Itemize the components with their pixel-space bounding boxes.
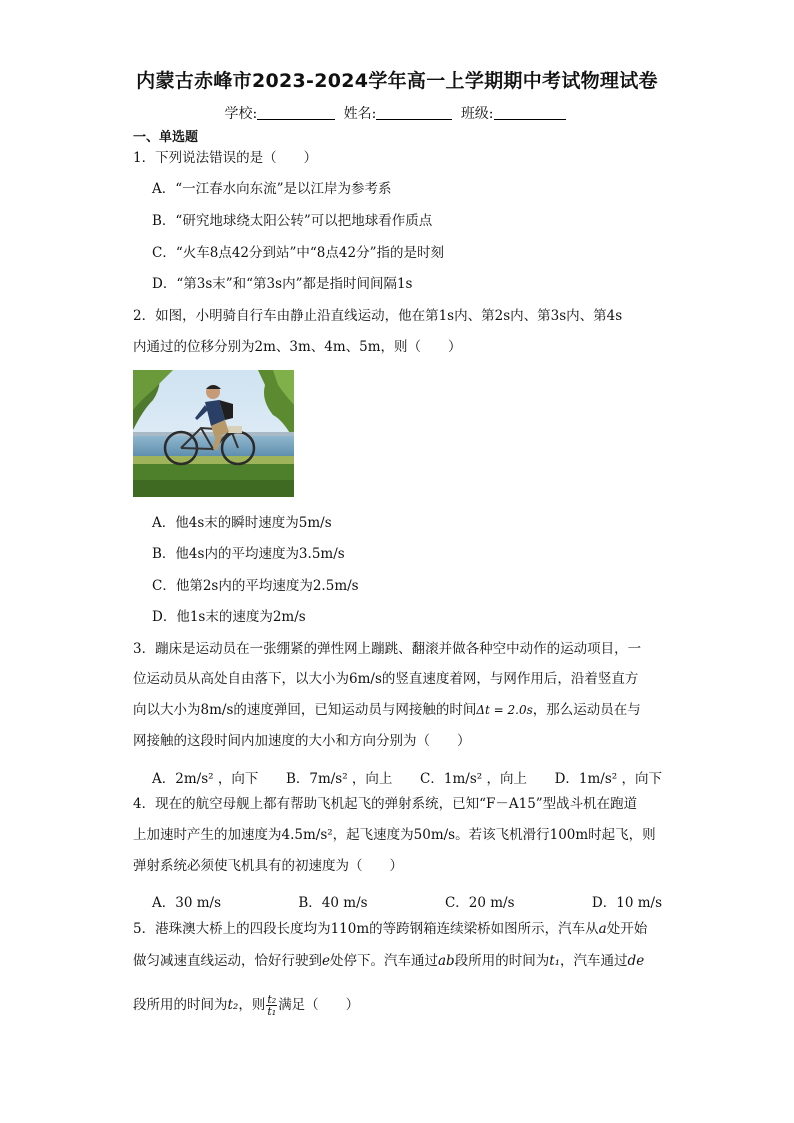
question-3-option-d: D．1m/s² ，向下	[554, 771, 662, 787]
question-1-option-b: B．“研究地球绕太阳公转”可以把地球看作质点	[152, 213, 433, 229]
delta-t-formula: Δt = 2.0s	[476, 703, 533, 717]
question-3-option-a: A．2m/s² ，向下	[152, 771, 259, 787]
name-field[interactable]	[376, 105, 452, 120]
question-3-stem-line4: 网接触的这段时间内加速度的大小和方向分别为（ ）	[133, 733, 471, 749]
question-4-stem-line1: 4．现在的航空母舰上都有帮助飞机起飞的弹射系统，已知“F－A15”型战斗机在跑道	[133, 796, 638, 812]
question-3-option-b: B．7m/s² ，向上	[285, 771, 393, 787]
question-4-option-d: D．10 m/s	[591, 895, 662, 911]
question-4-stem-line2: 上加速时产生的加速度为4.5m/s²，起飞速度为50m/s。若该飞机滑行100m时起飞，则	[133, 827, 656, 843]
question-2-stem-line1: 2．如图，小明骑自行车由静止沿直线运动，他在第1s内、第2s内、第3s内、第4s	[133, 308, 623, 324]
question-2-stem-line2: 内通过的位移分别为2m、3m、4m、5m，则（ ）	[133, 339, 462, 355]
question-1-stem: 1．下列说法错误的是（ ）	[133, 150, 318, 166]
question-2-option-d: D．他1s末的速度为2m/s	[152, 609, 306, 625]
question-2-option-b: B．他4s内的平均速度为3.5m/s	[152, 546, 345, 562]
question-3-stem-line2: 位运动员从高处自由落下，以大小为6m/s的竖直速度着网，与网作用后，沿着竖直方	[133, 671, 639, 687]
question-1-option-d: D．“第3s末”和“第3s内”都是指时间间隔1s	[152, 276, 413, 292]
question-5-stem-line2: 做匀减速直线运动，恰好行驶到e处停下。汽车通过ab段所用的时间为t₁，汽车通过de	[133, 953, 645, 969]
question-5-stem-line1: 5．港珠澳大桥上的四段长度均为110m的等跨钢箱连续梁桥如图所示，汽车从a处开始	[133, 921, 648, 937]
page-title: 内蒙古赤峰市2023-2024学年高一上学期期中考试物理试卷	[136, 70, 658, 92]
question-4-option-b: B．40 m/s	[298, 895, 368, 911]
school-label: 学校:	[224, 106, 258, 122]
class-field[interactable]	[494, 105, 566, 120]
question-1-option-c: C．“火车8点42分到站”中“8点42分”指的是时刻	[152, 245, 444, 261]
question-3-options	[152, 767, 662, 787]
question-5-stem-line3: 段所用的时间为t₂，则 $\frac{\text{t₂}}{\text{t₁}}$ 满足（ ）	[133, 993, 360, 1018]
question-3-stem-line1: 3．蹦床是运动员在一张绷紧的弹性网上蹦跳、翻滚并做各种空中动作的运动项目，一	[133, 641, 642, 657]
question-4-option-a: A．30 m/s	[152, 895, 221, 911]
question-2-option-a: A．他4s末的瞬时速度为5m/s	[152, 515, 332, 531]
cyclist-photo	[133, 370, 294, 497]
class-label: 班级:	[460, 106, 494, 122]
school-field[interactable]	[257, 105, 335, 120]
name-label: 姓名:	[343, 106, 377, 122]
question-4-option-c: C．20 m/s	[444, 895, 515, 911]
question-4-stem-line3: 弹射系统必须使飞机具有的初速度为（ ）	[133, 858, 403, 874]
t2-over-t1-fraction: $\frac{\text{t₂}}{\text{t₁}}$	[267, 993, 277, 1018]
question-3-stem-line3: 向以大小为8m/s的速度弹回，已知运动员与网接触的时间Δt = 2.0s，那么运动员在与	[133, 702, 641, 718]
question-4-options	[152, 891, 662, 911]
section-heading: 一、单选题	[133, 130, 199, 145]
question-3-option-c: C．1m/s² ，向上	[420, 771, 527, 787]
question-2-option-c: C．他第2s内的平均速度为2.5m/s	[152, 578, 359, 594]
question-1-option-a: A．“一江春水向东流”是以江岸为参考系	[152, 181, 392, 197]
student-info-line	[0, 103, 794, 123]
